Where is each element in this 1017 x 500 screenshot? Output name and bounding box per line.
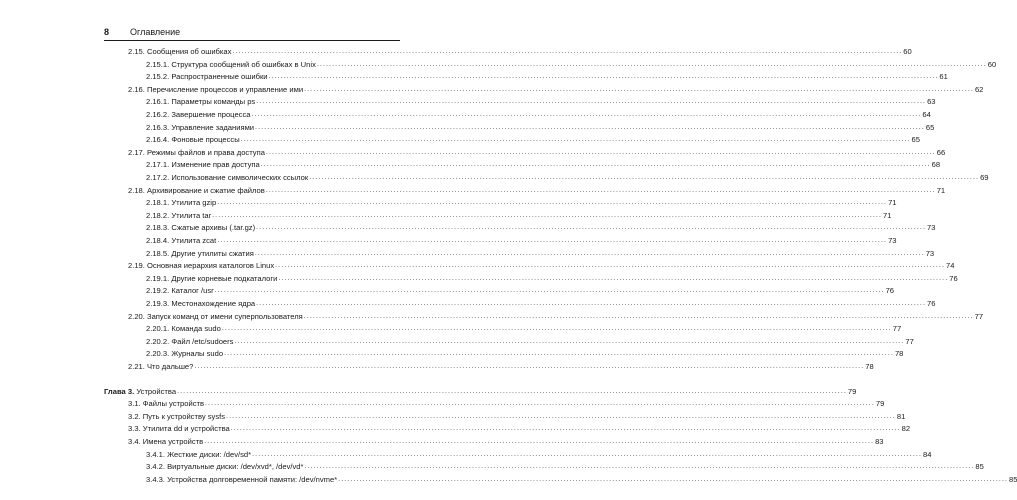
toc-chapter-entry[interactable] (104, 386, 857, 397)
page-header (104, 26, 400, 41)
toc-page-number: 62 (974, 84, 984, 94)
toc-page-number: 63 (927, 97, 936, 107)
toc-entry[interactable] (128, 185, 946, 196)
dot-leader: ............................................................................................................................................................................................................................ (204, 438, 875, 445)
toc-entry-title: 2.15.1. Структура сообщений об ошибках в Unix (146, 59, 316, 69)
toc-page-number: 79 (847, 386, 857, 396)
dot-leader: ............................................................................................................................................................................................................................ (217, 237, 888, 244)
toc-page-number: 73 (927, 223, 936, 233)
toc-page-number: 76 (885, 286, 895, 296)
toc-entry[interactable] (146, 298, 936, 309)
toc-entry[interactable] (146, 323, 902, 334)
toc-entry-title: 2.20.2. Файл /etc/sudoers (146, 336, 234, 346)
toc-entry[interactable] (146, 71, 948, 82)
toc-page-number: 82 (901, 424, 911, 434)
dot-leader: ............................................................................................................................................................................................................................ (316, 60, 987, 68)
dot-leader: ............................................................................................................................................................................................................................ (194, 363, 865, 370)
toc-entry-title: 2.16.3. Управление заданиями (146, 122, 255, 132)
toc-page-number: 71 (883, 210, 892, 220)
toc-entry-title: 2.20.1. Команда sudo (146, 324, 221, 334)
toc-entry[interactable] (128, 46, 912, 57)
toc-entry[interactable] (128, 260, 955, 271)
toc-entry[interactable] (146, 210, 892, 221)
dot-leader: ............................................................................................................................................................................................................................ (232, 48, 903, 55)
running-title: Оглавление (130, 27, 181, 37)
toc-entry[interactable] (128, 436, 884, 447)
dot-leader: ............................................................................................................................................................................................................................ (256, 224, 926, 232)
toc-entry[interactable] (146, 222, 936, 233)
toc-entry[interactable] (128, 361, 874, 372)
toc-entry[interactable] (146, 172, 989, 183)
toc-entry[interactable] (146, 109, 931, 120)
toc-page-number: 81 (896, 411, 906, 421)
dot-leader: ............................................................................................................................................................................................................................ (214, 287, 885, 295)
toc-page-number: 68 (931, 160, 941, 170)
toc-entry[interactable] (128, 311, 984, 322)
toc-entry[interactable] (146, 461, 984, 472)
toc-entry-title: 2.20. Запуск команд от имени суперпользователя (128, 311, 303, 321)
dot-leader: ............................................................................................................................................................................................................................ (224, 350, 894, 358)
dot-leader: ............................................................................................................................................................................................................................ (221, 325, 892, 333)
toc-entry-title: 2.15. Сообщения об ошибках (128, 47, 232, 56)
toc-entry[interactable] (146, 122, 935, 133)
dot-leader: ............................................................................................................................................................................................................................ (304, 85, 974, 93)
toc-entry-title: 2.18.5. Другие утилиты сжатия (146, 248, 254, 258)
dot-leader: ............................................................................................................................................................................................................................ (265, 148, 936, 156)
toc-page-number: 66 (936, 147, 946, 157)
toc-entry-title: 2.17.1. Изменение прав доступа (146, 160, 260, 170)
toc-page-number: 64 (922, 110, 931, 119)
toc-entry[interactable] (146, 134, 920, 145)
toc-page-number: 65 (925, 122, 935, 132)
dot-leader: ............................................................................................................................................................................................................................ (256, 98, 927, 106)
toc-entry-title: 2.21. Что дальше? (128, 362, 194, 371)
dot-leader: ............................................................................................................................................................................................................................ (304, 463, 975, 471)
toc-entry[interactable] (146, 235, 897, 246)
dot-leader: ............................................................................................................................................................................................................................ (255, 123, 925, 131)
toc-page-number: 83 (875, 437, 884, 446)
dot-leader: ............................................................................................................................................................................................................................ (309, 174, 980, 181)
toc-entry-title: 3.3. Утилита dd и устройства (128, 424, 230, 434)
toc-entry-title: 2.16. Перечисление процессов и управление ими (128, 84, 304, 94)
toc-entry[interactable] (128, 411, 906, 422)
dot-leader: ............................................................................................................................................................................................................................ (226, 412, 896, 420)
toc-entry-title: 2.18.1. Утилита gzip (146, 198, 217, 208)
toc-entry[interactable] (146, 285, 895, 296)
toc-entry[interactable] (128, 147, 946, 158)
toc-page-number: 74 (946, 261, 955, 271)
toc-entry-title: 2.18.4. Утилита zcat (146, 236, 217, 245)
toc-entry[interactable] (128, 84, 984, 95)
toc-page-number: 85 (1009, 474, 1017, 484)
toc-entry-title: 3.4.3. Устройства долговременной памяти: /dev/nvme* (146, 474, 338, 484)
toc-entry-title: 2.20.3. Журналы sudo (146, 349, 224, 359)
dot-leader: ............................................................................................................................................................................................................................ (265, 186, 936, 194)
toc-page-number: 79 (875, 399, 885, 409)
toc-entry-title: 2.18.2. Утилита tar (146, 210, 212, 220)
toc-page-number: 76 (949, 273, 958, 283)
toc-entry-title: 3.4. Имена устройств (128, 437, 204, 446)
toc-page-number: 76 (927, 299, 936, 308)
toc-entry[interactable] (146, 348, 904, 359)
toc-entry-title: 2.18.3. Сжатые архивы (.tar.gz) (146, 223, 256, 233)
toc-page-number: 77 (905, 336, 914, 346)
dot-leader: ............................................................................................................................................................................................................................ (205, 400, 875, 408)
toc-entry[interactable] (146, 59, 997, 70)
toc-entry-title: 2.16.1. Параметры команды ps (146, 97, 256, 107)
toc-page-number: 61 (939, 72, 948, 82)
dot-leader: ............................................................................................................................................................................................................................ (278, 274, 949, 282)
toc-page-number: 73 (888, 236, 897, 245)
toc-entry[interactable] (146, 449, 932, 460)
toc-page-number: 69 (980, 173, 989, 182)
toc-page-number: 73 (925, 248, 935, 258)
toc-page-number: 71 (936, 185, 946, 195)
toc-page-number: 85 (975, 462, 984, 472)
toc-entry[interactable] (146, 197, 897, 208)
toc-entry-title: 3.1. Файлы устройств (128, 399, 204, 409)
toc-page-number: 65 (911, 135, 920, 145)
toc-entry-title: 3.2. Путь к устройству sysfs (128, 411, 226, 421)
toc-entry-title: 2.17.2. Использование символических ссылок (146, 173, 309, 182)
toc-entry[interactable] (146, 273, 958, 284)
dot-leader: ............................................................................................................................................................................................................................ (256, 300, 926, 307)
dot-leader: ............................................................................................................................................................................................................................ (217, 199, 888, 207)
toc-entry-title: 2.16.4. Фоновые процессы (146, 135, 240, 145)
dot-leader: ............................................................................................................................................................................................................................ (254, 249, 925, 257)
dot-leader: ............................................................................................................................................................................................................................ (275, 262, 945, 270)
toc-entry-title: 3.4.1. Жесткие диски: /dev/sd* (146, 449, 252, 459)
toc-entry[interactable] (146, 96, 936, 107)
toc-page-number: 60 (903, 47, 912, 56)
toc-entry[interactable] (128, 398, 885, 409)
chapter-title: Устройства (134, 386, 177, 396)
dot-leader: ............................................................................................................................................................................................................................ (260, 161, 931, 169)
chapter-label: Глава 3. (104, 386, 135, 396)
toc-entry-title: 2.19.2. Каталог /usr (146, 286, 214, 296)
toc-entry-title: 2.19.3. Местонахождение ядра (146, 299, 256, 308)
toc-page-number: 77 (892, 324, 902, 334)
dot-leader: ............................................................................................................................................................................................................................ (303, 312, 974, 320)
toc-entry-title: 3.4.2. Виртуальные диски: /dev/xvd*, /dev/vd* (146, 462, 304, 472)
dot-leader: ............................................................................................................................................................................................................................ (212, 211, 882, 219)
toc-entry-title: 2.19. Основная иерархия каталогов Linux (128, 261, 275, 271)
toc-page-number: 84 (922, 449, 932, 459)
toc-entry[interactable] (146, 474, 1017, 485)
dot-leader: ............................................................................................................................................................................................................................ (338, 475, 1009, 483)
page-number: 8 (104, 27, 110, 37)
toc-entry-title: 2.16.2. Завершение процесса (146, 110, 251, 119)
dot-leader: ............................................................................................................................................................................................................................ (251, 111, 922, 118)
dot-leader: ............................................................................................................................................................................................................................ (230, 425, 901, 433)
toc-entry-title (104, 387, 176, 397)
dot-leader: ............................................................................................................................................................................................................................ (268, 73, 939, 81)
dot-leader: ............................................................................................................................................................................................................................ (252, 450, 922, 458)
toc-entry-title: 2.15.2. Распространенные ошибки (146, 72, 268, 82)
toc-page-number: 77 (974, 311, 984, 321)
dot-leader: ............................................................................................................................................................................................................................ (177, 387, 847, 395)
toc-page-number: 78 (865, 362, 874, 371)
toc-page-number: 78 (894, 349, 904, 359)
toc-entry-title: 2.18. Архивирование и сжатие файлов (128, 185, 265, 195)
toc-entry[interactable] (146, 248, 935, 259)
toc-entry[interactable] (146, 159, 941, 170)
toc-page-number: 60 (987, 59, 997, 69)
toc-entry[interactable] (128, 423, 911, 434)
toc-entry-title: 2.17. Режимы файлов и права доступа (128, 147, 265, 157)
toc-page-number: 71 (888, 198, 897, 208)
toc-entry-title: 2.19.1. Другие корневые подкаталоги (146, 273, 278, 283)
toc-entry[interactable] (146, 336, 914, 347)
dot-leader: ............................................................................................................................................................................................................................ (234, 337, 905, 345)
dot-leader: ............................................................................................................................................................................................................................ (240, 136, 911, 144)
